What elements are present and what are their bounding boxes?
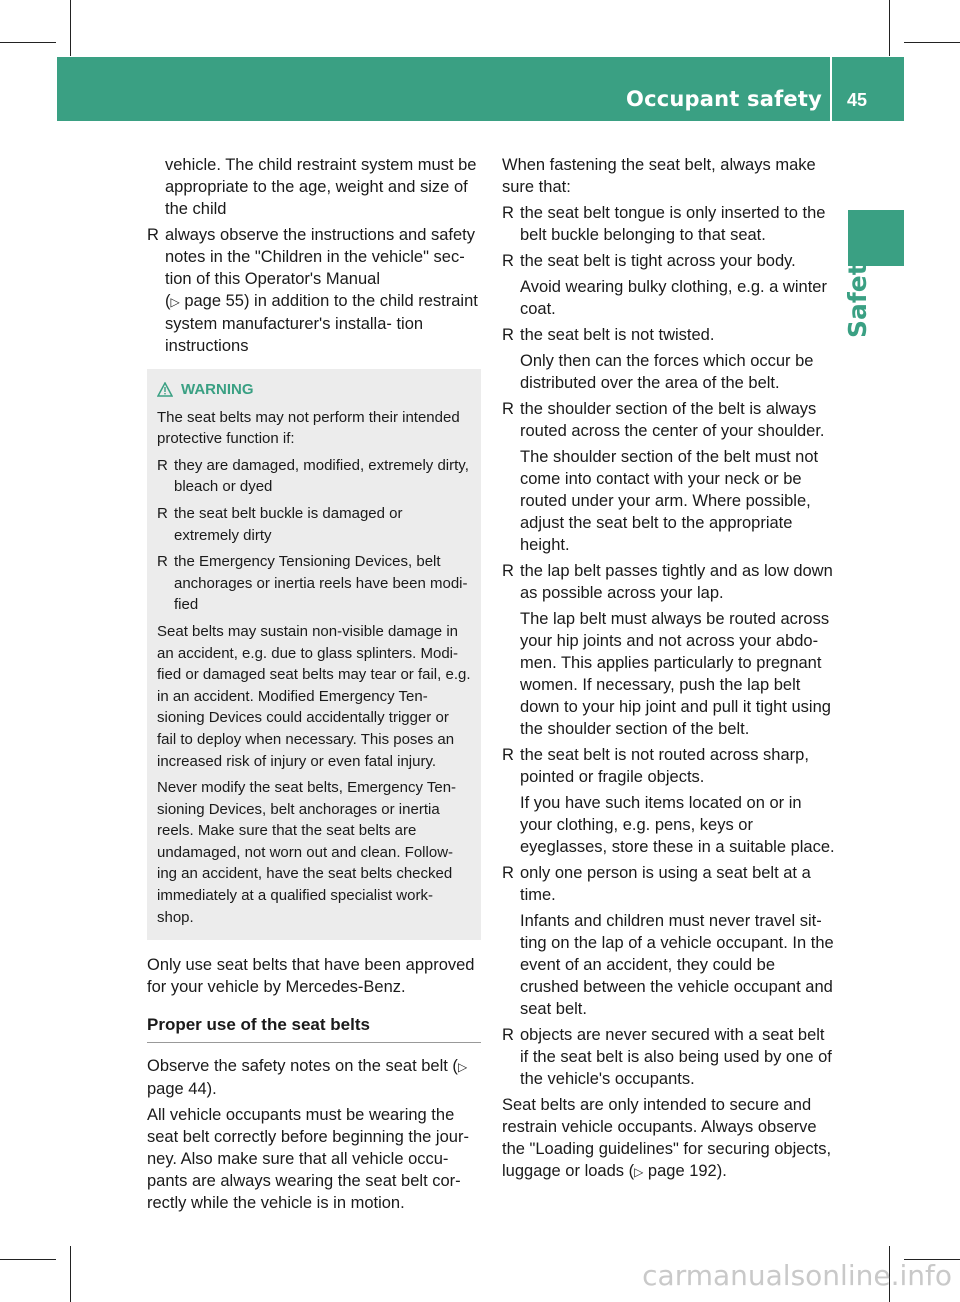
bullet-marker: R [147,226,159,244]
list-item [157,503,471,546]
bullet-marker: R [502,252,514,270]
warning-paragraph: Never modify the seat belts, Emergency Ten- sioning Devices, belt anchorages or inertia reels. Make sure that the seat belts are undamaged, not worn out and clean. Follow- ing an accident, have the seat belts checked immediately at a qualified specialist work- shop. [157,779,457,926]
bullet-text: the seat belt is not routed across sharp, pointed or fragile objects. [520,746,809,786]
side-tab-label: Safety [843,247,872,338]
observe-text: Observe the safety notes on the seat belt ( [147,1057,458,1076]
bullet-marker: R [157,553,168,571]
warning-heading [157,379,471,401]
bullet-text: they are damaged, modified, extremely dirty, bleach or dyed [174,456,469,496]
list-item [502,560,836,604]
page-ref-arrow-icon: ▷ [457,1060,468,1075]
right-intro: When fastening the seat belt, always make sure that: [502,156,816,196]
crop-mark [70,1246,71,1302]
section-title: Occupant safety [626,87,822,111]
crop-mark [0,42,56,43]
left-column [147,154,481,1218]
bullet-detail: Infants and children must never travel sit- ting on the lap of a vehicle occupant. In the event of an accident, they could be crushed between the vehicle occupant and seat belt. [520,912,834,1018]
list-item [157,455,471,498]
warning-box [147,369,481,940]
warning-intro: The seat belts may not perform their intended protective function if: [157,408,460,448]
list-item [502,744,836,788]
crop-mark [0,1259,56,1260]
approved-paragraph: Only use seat belts that have been approved for your vehicle by Mercedes-Benz. [147,956,475,997]
bullet-marker: R [502,204,514,222]
page-header [57,57,904,121]
ref-paren: ( [165,292,171,310]
bullet-marker: R [502,864,514,882]
bullet-detail: The shoulder section of the belt must not come into contact with your neck or be routed under your arm. Where possible, adjust the seat belt to the appropriate height. [520,448,819,554]
list-item [502,202,836,246]
closing-paragraph [502,1094,836,1183]
page-ref-arrow-icon: ▷ [634,1165,644,1179]
bullet-text: always observe the instructions and safety notes in the "Children in the vehicle" sec- tion of this Operator's Manual [165,226,475,288]
header-divider [830,57,832,121]
closing-text: Seat belts are only intended to secure and restrain vehicle occupants. Always observe the "Loading guidelines" for securing objects, luggage or loads ( [502,1096,832,1180]
bullet-marker: R [157,456,168,474]
list-item [147,224,481,357]
page-number: 45 [847,90,868,110]
page-ref-text[interactable]: page 192). [643,1162,727,1180]
bullet-detail: The lap belt must always be routed across your hip joints and not across your abdo- men. This applies particularly to pregnant women. If necessary, push the lap belt down to your hip joint and pull it tight using the shoulder section of the belt. [520,610,831,738]
bullet-marker: R [502,562,514,580]
warning-paragraph: Seat belts may sustain non-visible damage in an accident, e.g. due to glass splinters. Modi- fied or damaged seat belts may tear or fail, e.g. in an accident. Modified Emergency Ten- sioning Devices could accidentally trigger or fail to deploy when necessary. This poses an increased risk of injury or even fatal injury. [157,622,471,770]
bullet-detail: Only then can the forces which occur be distributed over the area of the belt. [520,352,814,392]
bullet-marker: R [502,1026,514,1044]
list-item [502,862,836,906]
bullet-marker: R [157,504,168,522]
bullet-text: the seat belt is tight across your body. [520,252,796,270]
list-item [502,398,836,442]
list-item [502,250,836,272]
bullet-text: the lap belt passes tightly and as low down as possible across your lap. [520,562,833,602]
bullet-text: the seat belt tongue is only inserted to the belt buckle belonging to that seat. [520,204,826,244]
list-item [502,1024,836,1090]
watermark: carmanualsonline.info [642,1259,952,1292]
intro-continuation: vehicle. The child restraint system must be appropriate to the age, weight and size of the child [165,156,477,218]
section-heading: Proper use of the seat belts [147,1014,481,1043]
right-column [502,154,836,1187]
bullet-marker: R [502,326,514,344]
right-bullet-list [502,202,836,1090]
bullet-text: the seat belt buckle is damaged or extremely dirty [174,504,403,544]
crop-mark [889,0,890,56]
list-item [157,551,471,616]
bullet-text: the seat belt is not twisted. [520,326,715,344]
bullet-marker: R [502,400,514,418]
bullet-text: the shoulder section of the belt is always routed across the center of your shoulder. [520,400,825,440]
bullet-marker: R [502,746,514,764]
crop-mark [904,42,960,43]
crop-mark [70,0,71,56]
occupants-paragraph: All vehicle occupants must be wearing the seat belt correctly before beginning the jour- ney. Also make sure that all vehicle occu- pants are always wearing the seat belt cor- rectly while the vehicle is in motion. [147,1106,469,1213]
warning-triangle-icon [157,382,173,397]
observe-paragraph [147,1055,481,1100]
bullet-text: the Emergency Tensioning Devices, belt anchorages or inertia reels have been modi- fied [174,553,468,614]
page-ref-text[interactable]: page 55) in addition to the child restraint system manufacturer's installa- tion instructions [165,292,478,355]
bullet-text: only one person is using a seat belt at a time. [520,864,811,904]
page-ref-arrow-icon: ▷ [170,295,180,309]
bullet-detail: Avoid wearing bulky clothing, e.g. a winter coat. [520,278,827,318]
page-ref-text[interactable]: page 44). [147,1080,217,1099]
bullet-text: objects are never secured with a seat belt if the seat belt is also being used by one of the vehicle's occupants. [520,1026,832,1088]
warning-label: WARNING [181,381,254,398]
list-item [502,324,836,346]
bullet-detail: If you have such items located on or in your clothing, e.g. pens, keys or eyeglasses, store these in a suitable place. [520,794,835,856]
